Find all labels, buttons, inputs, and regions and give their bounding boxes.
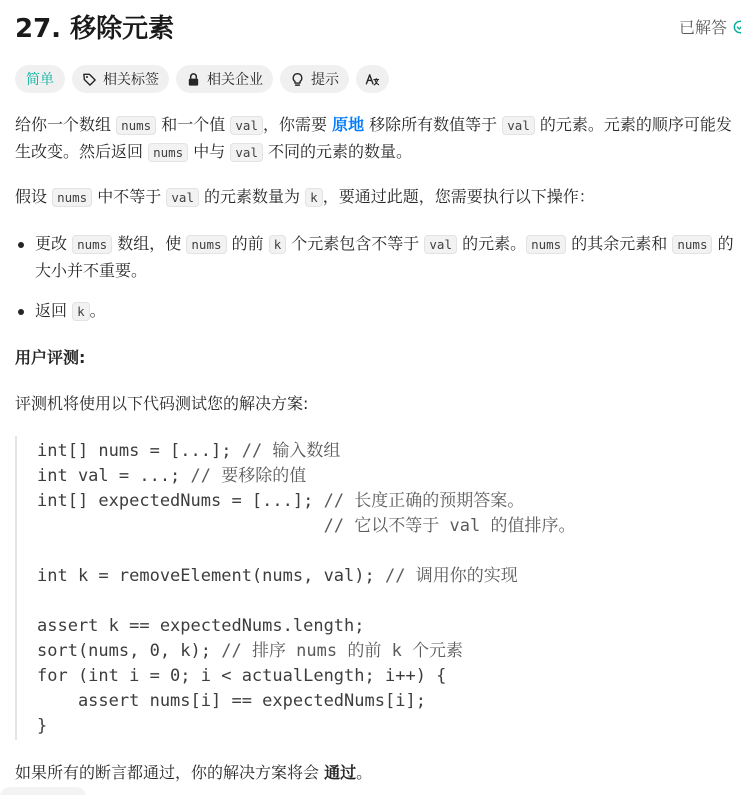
code-comment: // 长度正确的预期答案。 <box>323 491 525 511</box>
bold-text: 通过 <box>324 763 357 782</box>
code-line <box>37 514 715 539</box>
text: 返回 <box>35 301 73 320</box>
user-eval-heading <box>15 345 741 371</box>
text: 移除所有数值等于 <box>364 115 503 134</box>
description-paragraph-2 <box>15 184 741 211</box>
text: 数组，使 <box>112 234 187 253</box>
scroll-indicator <box>0 787 86 795</box>
inline-code: nums <box>52 188 92 207</box>
text: 的前 <box>226 234 269 253</box>
text: 假设 <box>15 187 53 206</box>
tag-bar <box>15 65 389 93</box>
text: 如果所有的断言都通过，你的解决方案将会 <box>15 763 325 782</box>
list-item <box>15 298 741 325</box>
code-statement: assert k == expectedNums.length; <box>37 616 365 636</box>
judge-intro: 评测机将使用以下代码测试您的解决方案: <box>15 394 309 413</box>
text: 的元素。 <box>456 234 527 253</box>
code-line <box>37 639 715 664</box>
code-block <box>15 436 715 740</box>
code-text <box>37 439 715 739</box>
code-line <box>37 539 715 564</box>
code-comment: // 它以不等于 val 的值排序。 <box>323 516 576 536</box>
heading-text: 用户评测: <box>15 348 86 367</box>
text: 中与 <box>188 142 231 161</box>
translate-icon <box>365 72 380 87</box>
inline-code: nums <box>526 235 566 254</box>
check-circle-icon <box>733 20 741 34</box>
list-item <box>15 231 741 284</box>
code-statement: int[] expectedNums = [...]; <box>37 491 324 511</box>
problem-content <box>15 112 741 417</box>
code-line <box>37 689 715 714</box>
text: ，你需要 <box>262 115 333 134</box>
description-paragraph-1 <box>15 112 741 166</box>
requirements-list <box>15 231 741 325</box>
code-line <box>37 664 715 689</box>
hint-label: 提示 <box>311 72 339 88</box>
inline-code: val <box>166 188 199 207</box>
code-comment: // 输入数组 <box>241 441 341 461</box>
code-line <box>37 614 715 639</box>
text: 和一个值 <box>156 115 231 134</box>
inline-code: val <box>230 116 263 135</box>
inline-code: nums <box>186 235 226 254</box>
code-statement: int[] nums = [...]; <box>37 441 242 461</box>
code-comment: // 排序 nums 的前 k 个元素 <box>221 641 464 661</box>
inline-code: val <box>502 116 535 135</box>
code-statement: } <box>37 716 48 736</box>
related-topics-button[interactable] <box>72 65 169 93</box>
code-comment: // 调用你的实现 <box>385 566 518 586</box>
text: 的元素数量为 <box>198 187 306 206</box>
code-line <box>37 439 715 464</box>
hint-button[interactable] <box>280 65 349 93</box>
inline-code: nums <box>116 116 156 135</box>
text: 。 <box>356 763 373 782</box>
inline-code: nums <box>148 143 188 162</box>
difficulty-label: 简单 <box>26 72 54 88</box>
related-companies-label: 相关企业 <box>207 72 263 88</box>
code-statement: int val = ...; <box>37 466 191 486</box>
code-line <box>37 589 715 614</box>
inline-code: k <box>269 235 287 254</box>
code-statement: for (int i = 0; i < actualLength; i++) { <box>37 666 447 686</box>
inline-code: val <box>424 235 457 254</box>
conclusion-paragraph <box>15 760 372 786</box>
tag-icon <box>82 72 97 87</box>
inline-code: val <box>230 143 263 162</box>
text: 更改 <box>35 234 73 253</box>
code-line <box>37 564 715 589</box>
problem-header <box>15 8 741 48</box>
code-statement: assert nums[i] == expectedNums[i]; <box>37 691 426 711</box>
lock-icon <box>186 72 201 87</box>
inline-code: k <box>72 302 90 321</box>
text: 的元素。元素的顺序可能发生改变。然后返回 <box>15 115 732 161</box>
code-statement: int k = removeElement(nums, val); <box>37 566 385 586</box>
text: 个元素包含不等于 <box>286 234 425 253</box>
problem-title: 27. 移除元素 <box>15 14 175 44</box>
related-topics-label: 相关标签 <box>103 72 159 88</box>
text: 。 <box>89 301 106 320</box>
inline-code: k <box>305 188 323 207</box>
text: 的其余元素和 <box>566 234 673 253</box>
translate-button[interactable] <box>356 65 389 93</box>
inline-code: nums <box>672 235 712 254</box>
lightbulb-icon <box>290 72 305 87</box>
code-statement <box>37 516 324 536</box>
in-place-link[interactable]: 原地 <box>332 115 365 134</box>
text: 不同的元素的数量。 <box>262 142 413 161</box>
code-comment: // 要移除的值 <box>190 466 307 486</box>
text: 的大小并不重要。 <box>35 234 734 280</box>
solved-label: 已解答 <box>678 18 727 37</box>
related-companies-button[interactable] <box>176 65 273 93</box>
text: 中不等于 <box>92 187 167 206</box>
solved-status[interactable] <box>679 15 741 38</box>
code-line <box>37 489 715 514</box>
code-line <box>37 464 715 489</box>
code-line <box>37 714 715 739</box>
code-statement: sort(nums, 0, k); <box>37 641 222 661</box>
text: ，要通过此题，您需要执行以下操作： <box>322 187 595 206</box>
text: 给你一个数组 <box>15 115 117 134</box>
inline-code: nums <box>72 235 112 254</box>
difficulty-badge[interactable] <box>15 65 65 93</box>
